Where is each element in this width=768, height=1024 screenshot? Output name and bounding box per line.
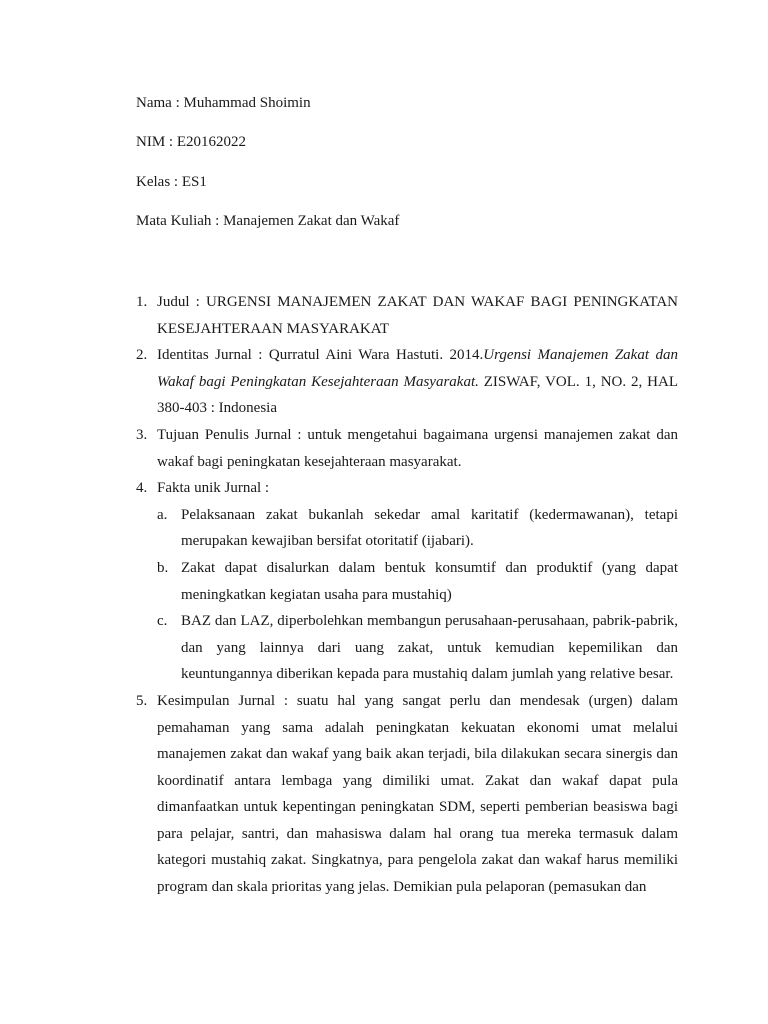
sublist-letter: c. [157,613,168,630]
item-text: Kesimpulan Jurnal : suatu hal yang sangat perlu dan mendesak (urgen) dalam pemahaman yang sama adalah peningkatan kekuatan ekonomi umat melalui manajemen zakat dan wakaf yang baik akan terjadi, bila dilakukan secara sinergis dan koordinatif antara lembaga yang dimiliki umat. Zakat dan wakaf dapat pula dimanfaatkan untuk kepentingan peningkatan SDM, seperti pemberian beasiswa bagi para pelajar, santri, dan mahasiswa dalam hal orang tua mereka termasuk dalam kategori mustahiq zakat. Singkatnya, para pengelola zakat dan wakaf harus memiliki program dan skala prioritas yang jelas. Demikian pula pelaporan (pemasukan dan [157,692,678,896]
item-text: Tujuan Penulis Jurnal : untuk mengetahui bagaimana urgensi manajemen zakat dan wakaf bagi peningkatan kesejahteraan masyarakat. [157,426,678,470]
list-number: 2. [136,347,148,364]
item-text-post: ZISWAF, VOL. 1, NO. 2, HAL 380-403 : Indonesia [157,373,678,417]
subitem-text: BAZ dan LAZ, diperbolehkan membangun perusahaan-perusahaan, pabrik-pabrik, dan yang lainnya dari uang zakat, untuk kemudian kepemilikan dan keuntungannya diberikan kepada para mustahiq dalam jumlah yang relative besar. [181,613,678,683]
list-item-kesimpulan [136,688,678,901]
list-number: 1. [136,294,148,310]
list-item-judul [136,289,678,342]
fakta-sublist [157,502,678,688]
student-name: Nama : Muhammad Shoimin [136,95,311,111]
student-class: Kelas : ES1 [136,174,207,190]
list-item-tujuan [136,422,678,475]
student-nim: NIM : E20162022 [136,134,246,150]
sublist-item-a [157,502,678,555]
journal-review-list [136,289,678,901]
list-number: 3. [136,426,148,443]
list-item-identitas [136,342,678,422]
subitem-text: Pelaksanaan zakat bukanlah sekedar amal karitatif (kedermawanan), tetapi merupakan kewajiban bersifat otoritatif (ijabari). [181,506,678,550]
sublist-item-b [157,555,678,608]
list-number: 5. [136,692,148,709]
list-number: 4. [136,480,148,497]
sublist-letter: a. [157,506,168,523]
subitem-text: Zakat dapat disalurkan dalam bentuk konsumtif dan produktif (yang dapat meningkatkan kegiatan usaha para mustahiq) [181,559,678,603]
item-text: Judul : URGENSI MANAJEMEN ZAKAT DAN WAKAF BAGI PENINGKATAN KESEJAHTERAAN MASYARAKAT [157,294,678,337]
journal-title-italic: Urgensi Manajemen Zakat dan Wakaf bagi Peningkatan Kesejahteraan Masyarakat. [157,347,678,390]
item-text: Fakta unik Jurnal : [157,480,270,497]
course-name: Mata Kuliah : Manajemen Zakat dan Wakaf [136,213,400,229]
sublist-letter: b. [157,559,169,576]
item-text-pre: Identitas Jurnal : Qurratul Aini Wara Hastuti. 2014. [157,347,484,364]
list-item-fakta [136,475,678,688]
sublist-item-c [157,608,678,688]
